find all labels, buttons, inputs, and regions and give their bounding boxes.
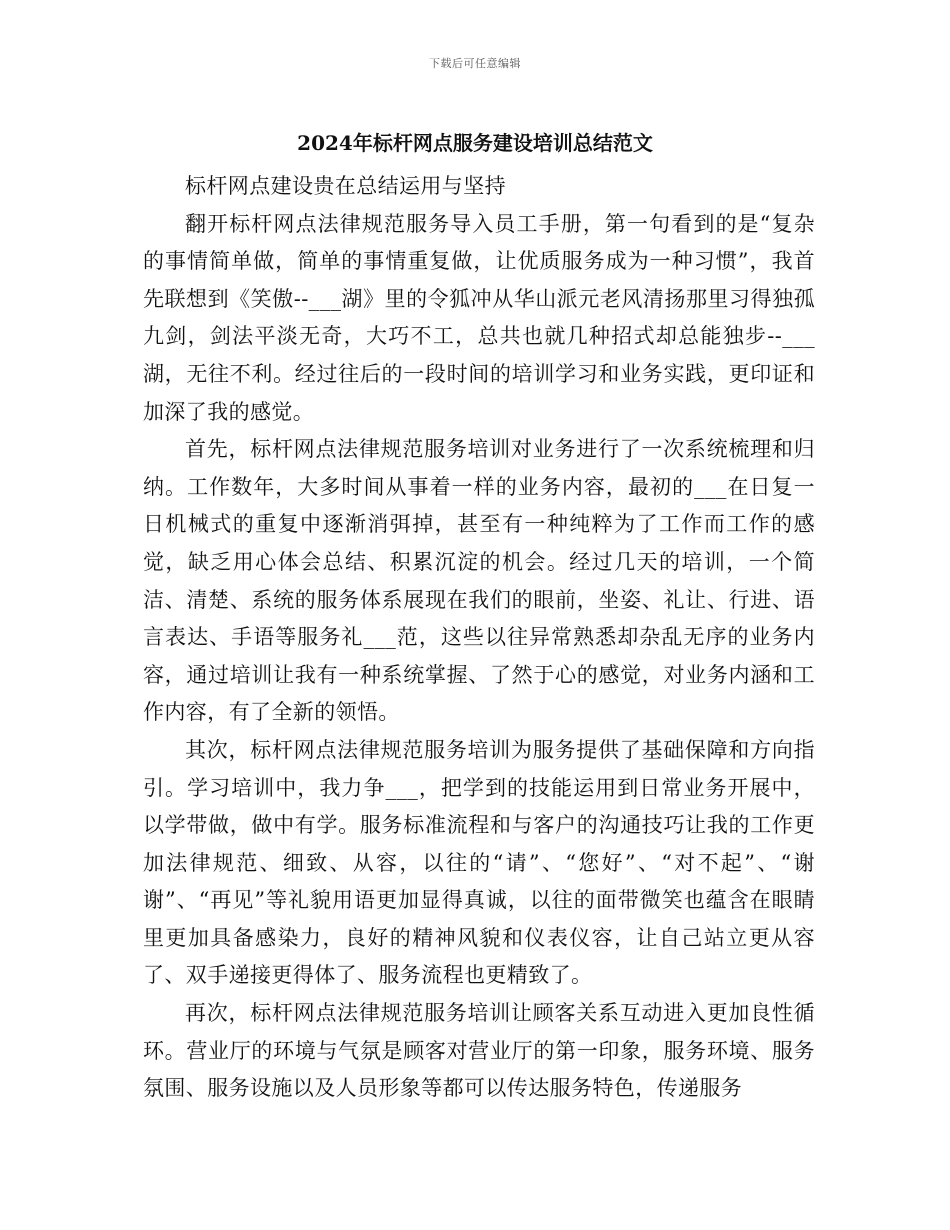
page-header: 下载后可任意编辑: [429, 57, 521, 70]
document-title: 2024年标杆网点服务建设培训总结范文: [297, 131, 653, 155]
paragraph-third: 再次，标杆网点法律规范服务培训让顾客关系互动进入更加良性循环。营业厅的环境与气氛是顾客对营业厅的第一印象，服务环境、服务氛围、服务设施以及人员形象等都可以传达服务特色，传递服务: [143, 1001, 815, 1101]
paragraph-first: 首先，标杆网点法律规范服务培训对业务进行了一次系统梳理和归纳。工作数年，大多时间从事着一样的业务内容，最初的___在日复一日机械式的重复中逐渐消弭掉，甚至有一种纯粹为了工作而工作的感觉，缺乏用心体会总结、积累沉淀的机会。经过几天的培训，一个简洁、清楚、系统的服务体系展现在我们的眼前，坐姿、礼让、行进、语言表达、手语等服务礼___范，这些以往异常熟悉却杂乱无序的业务内容，通过培训让我有一种系统掌握、了然于心的感觉，对业务内涵和工作内容，有了全新的领悟。: [143, 437, 815, 725]
document-body: [143, 168, 815, 1108]
paragraph-second: 其次，标杆网点法律规范服务培训为服务提供了基础保障和方向指引。学习培训中，我力争___，把学到的技能运用到日常业务开展中，以学带做，做中有学。服务标准流程和与客户的沟通技巧让我的工作更加法律规范、细致、从容，以往的“请”、“您好”、“对不起”、“谢谢”、“再见”等礼貌用语更加显得真诚，以往的面带微笑也蕴含在眼睛里更加具备感染力，良好的精神风貌和仪表仪容，让自己站立更从容了、双手递接更得体了、服务流程也更精致了。: [143, 737, 815, 988]
paragraph-subtitle: 标杆网点建设贵在总结运用与坚持: [185, 174, 506, 198]
paragraph-intro: 翻开标杆网点法律规范服务导入员工手册，第一句看到的是“复杂的事情简单做，简单的事情重复做，让优质服务成为一种习惯”，我首先联想到《笑傲--___湖》里的令狐冲从华山派元老风清扬那里习得独孤九剑，剑法平淡无奇，大巧不工，总共也就几种招式却总能独步--___湖，无往不利。经过往后的一段时间的培训学习和业务实践，更印证和加深了我的感觉。: [143, 211, 815, 424]
